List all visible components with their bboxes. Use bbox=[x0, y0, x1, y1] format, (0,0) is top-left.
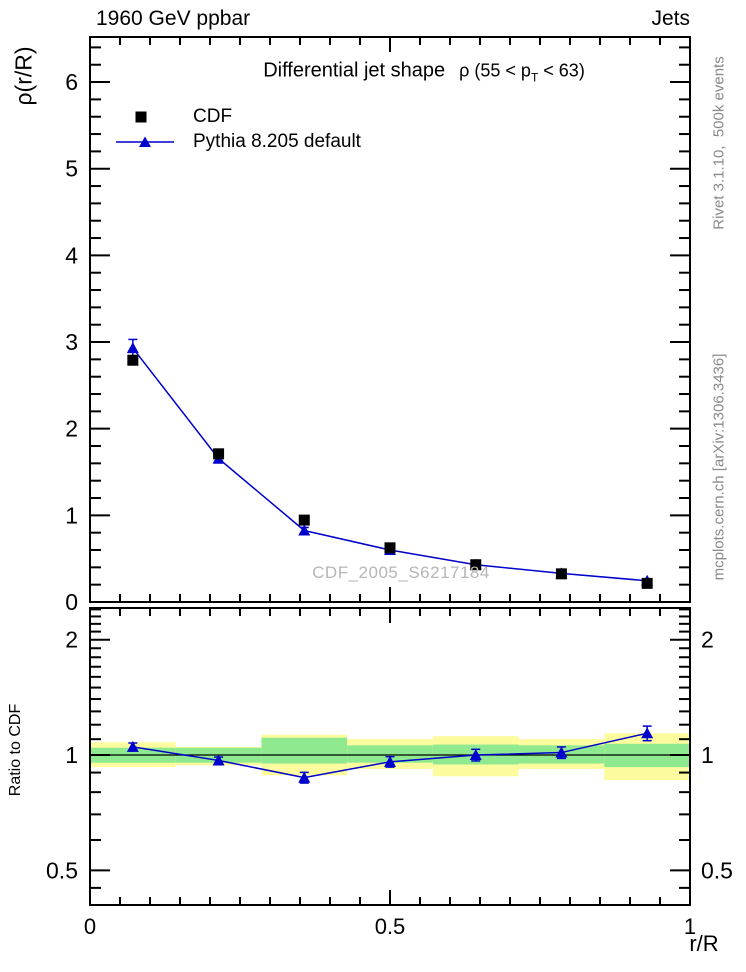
plot-title-text: Differential jet shape bbox=[263, 59, 446, 82]
legend-label-cdf: CDF bbox=[193, 106, 233, 127]
pythia-point bbox=[127, 342, 139, 353]
header-analysis-group: Jets bbox=[651, 7, 690, 30]
ratio-point bbox=[641, 727, 653, 738]
tick-label: 6 bbox=[65, 69, 78, 96]
tick-label: 3 bbox=[65, 329, 78, 356]
tick-label: 4 bbox=[65, 242, 78, 269]
cdf-point bbox=[642, 578, 653, 589]
watermark-analysis-id: CDF_2005_S6217184 bbox=[312, 563, 490, 582]
tick-label: 2 bbox=[65, 415, 78, 442]
cdf-point bbox=[385, 542, 396, 553]
tick-label: 0 bbox=[83, 914, 97, 939]
plot-title-subscript: T bbox=[530, 70, 539, 85]
header-beam-label: 1960 GeV ppbar bbox=[96, 7, 251, 30]
plot-title bbox=[263, 60, 585, 83]
tick-label: 1 bbox=[683, 914, 697, 939]
legend-label-pythia: Pythia 8.205 default bbox=[193, 131, 361, 152]
axis-ticks bbox=[90, 37, 690, 905]
ratio-y-axis-title: Ratio to CDF bbox=[7, 703, 24, 797]
tick-label: 2 bbox=[701, 626, 714, 653]
green-band-bin bbox=[261, 738, 347, 764]
x-axis-title: r/R bbox=[689, 931, 719, 956]
legend-markers bbox=[116, 112, 174, 148]
axis-tick-labels bbox=[46, 69, 733, 939]
cdf-point bbox=[213, 448, 224, 459]
side-note-mcplots: mcplots.cern.ch [arXiv:1306.3436] bbox=[710, 353, 728, 581]
tick-label: 0 bbox=[65, 589, 78, 615]
plot-title-observable: ρ $(55 < p_T < 63)$ bbox=[459, 60, 585, 85]
tick-label: 5 bbox=[65, 155, 78, 182]
cdf-point bbox=[556, 568, 567, 579]
legend-cdf-marker bbox=[136, 112, 147, 123]
tick-label: 2 bbox=[65, 626, 78, 653]
tick-label: 0.5 bbox=[374, 914, 406, 939]
panel-frames bbox=[90, 37, 690, 905]
tick-label: 0.5 bbox=[701, 857, 733, 884]
main-y-axis-title: ρ(r/R) bbox=[10, 46, 37, 106]
tick-label: 1 bbox=[65, 502, 78, 529]
cdf-point bbox=[299, 515, 310, 526]
side-note-rivet-version: Rivet 3.1.10, 500k events bbox=[710, 56, 728, 230]
main-panel-frame bbox=[90, 37, 690, 602]
tick-label: 0.5 bbox=[46, 857, 78, 884]
tick-label: 1 bbox=[701, 742, 714, 769]
tick-label: 1 bbox=[65, 742, 78, 769]
cdf-point bbox=[127, 355, 138, 366]
